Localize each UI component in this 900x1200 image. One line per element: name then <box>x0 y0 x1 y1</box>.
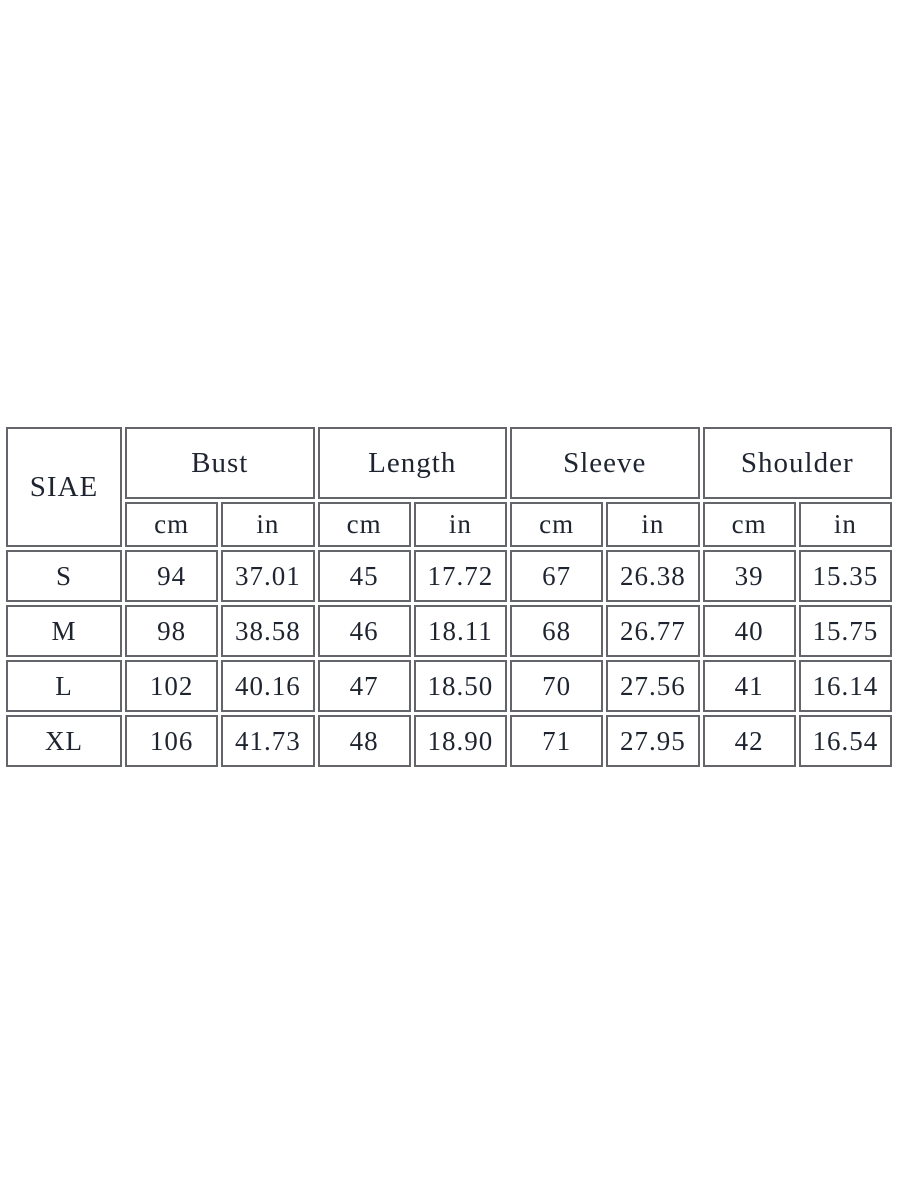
value-cell: 15.35 <box>799 550 892 602</box>
value-cell: 106 <box>125 715 218 767</box>
value-cell: 94 <box>125 550 218 602</box>
value-cell: 17.72 <box>414 550 507 602</box>
unit-header-shoulder-in: in <box>799 502 892 547</box>
value-cell: 48 <box>318 715 411 767</box>
value-cell: 15.75 <box>799 605 892 657</box>
size-cell: XL <box>6 715 122 767</box>
size-cell: S <box>6 550 122 602</box>
value-cell: 71 <box>510 715 603 767</box>
value-cell: 18.50 <box>414 660 507 712</box>
table-row-m <box>6 605 892 657</box>
value-cell: 98 <box>125 605 218 657</box>
group-header-bust: Bust <box>125 427 315 499</box>
unit-header-bust-cm: cm <box>125 502 218 547</box>
table-row-l <box>6 660 892 712</box>
unit-header-length-in: in <box>414 502 507 547</box>
value-cell: 42 <box>703 715 796 767</box>
group-header-shoulder: Shoulder <box>703 427 893 499</box>
size-chart <box>3 424 897 770</box>
value-cell: 38.58 <box>221 605 314 657</box>
value-cell: 37.01 <box>221 550 314 602</box>
value-cell: 67 <box>510 550 603 602</box>
value-cell: 40.16 <box>221 660 314 712</box>
size-cell: L <box>6 660 122 712</box>
value-cell: 47 <box>318 660 411 712</box>
value-cell: 46 <box>318 605 411 657</box>
table-row-s <box>6 550 892 602</box>
group-header-sleeve: Sleeve <box>510 427 700 499</box>
value-cell: 27.95 <box>606 715 699 767</box>
unit-header-sleeve-in: in <box>606 502 699 547</box>
value-cell: 68 <box>510 605 603 657</box>
value-cell: 26.77 <box>606 605 699 657</box>
value-cell: 40 <box>703 605 796 657</box>
value-cell: 41.73 <box>221 715 314 767</box>
value-cell: 39 <box>703 550 796 602</box>
value-cell: 26.38 <box>606 550 699 602</box>
group-header-row <box>6 427 892 499</box>
value-cell: 16.14 <box>799 660 892 712</box>
size-chart-table <box>3 424 895 770</box>
value-cell: 41 <box>703 660 796 712</box>
unit-header-shoulder-cm: cm <box>703 502 796 547</box>
size-column-header: SIAE <box>6 427 122 547</box>
value-cell: 16.54 <box>799 715 892 767</box>
unit-header-bust-in: in <box>221 502 314 547</box>
value-cell: 70 <box>510 660 603 712</box>
group-header-length: Length <box>318 427 508 499</box>
value-cell: 18.90 <box>414 715 507 767</box>
value-cell: 18.11 <box>414 605 507 657</box>
size-cell: M <box>6 605 122 657</box>
value-cell: 45 <box>318 550 411 602</box>
value-cell: 27.56 <box>606 660 699 712</box>
unit-header-sleeve-cm: cm <box>510 502 603 547</box>
unit-header-row <box>6 502 892 547</box>
unit-header-length-cm: cm <box>318 502 411 547</box>
value-cell: 102 <box>125 660 218 712</box>
table-row-xl <box>6 715 892 767</box>
